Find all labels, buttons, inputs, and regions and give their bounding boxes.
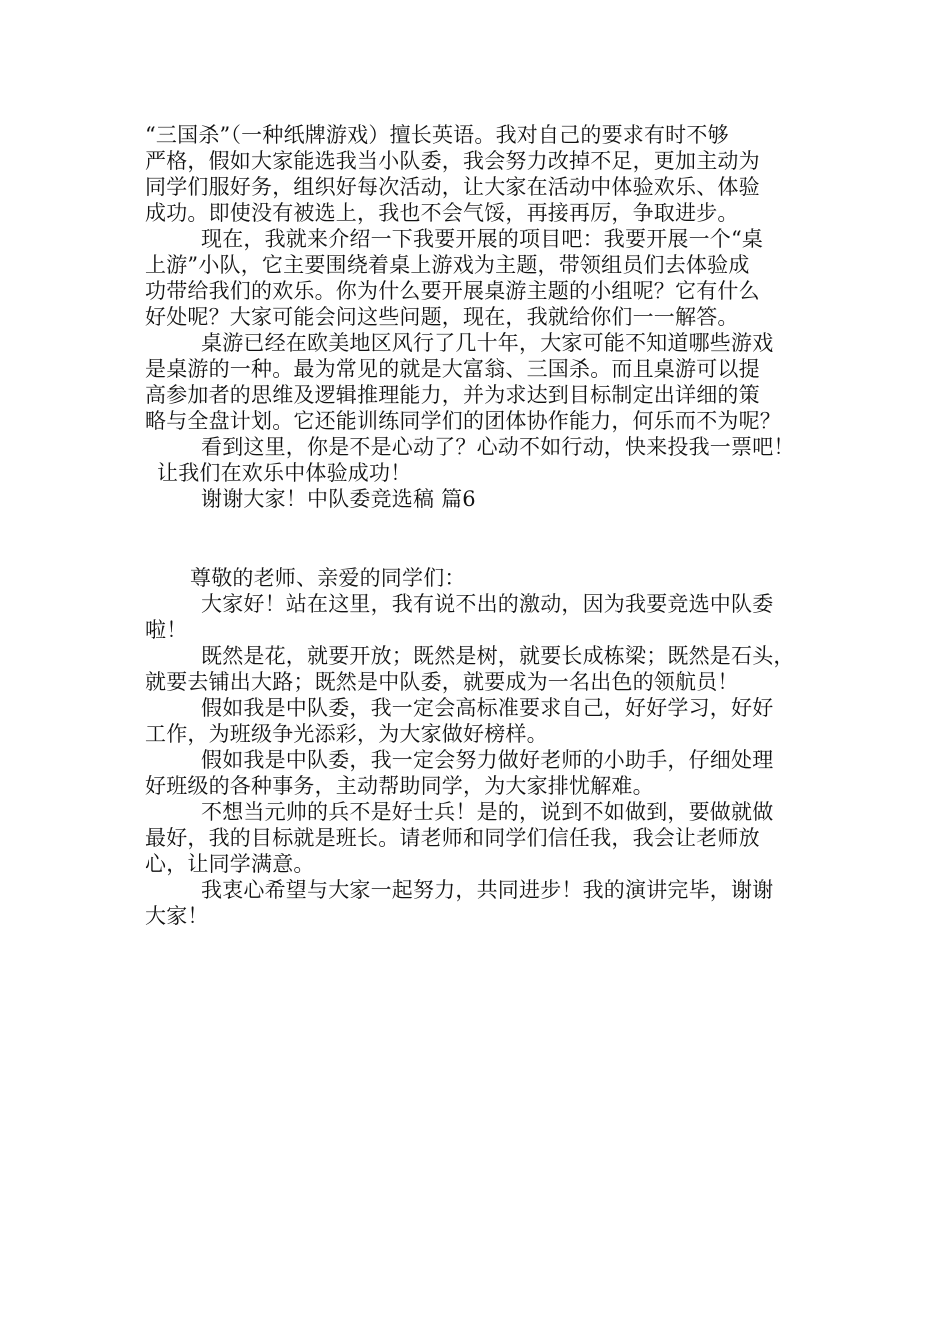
text-line: 成功。即使没有被选上，我也不会气馁，再接再厉，争取进步。	[145, 201, 739, 225]
text-line: 我衷心希望与大家一起努力，共同进步！我的演讲完毕，谢谢	[201, 878, 774, 902]
text-line: 啦！	[145, 618, 188, 642]
text-line: 大家！	[145, 904, 209, 928]
text-line: 是桌游的一种。最为常见的就是大富翁、三国杀。而且桌游可以提	[145, 357, 760, 381]
text-line: 略与全盘计划。它还能训练同学们的团体协作能力，何乐而不为呢？	[145, 409, 781, 433]
text-line: 让我们在欢乐中体验成功！	[157, 461, 412, 485]
text-line: 高参加者的思维及逻辑推理能力，并为求达到目标制定出详细的策	[145, 383, 760, 407]
text-line: 最好，我的目标就是班长。请老师和同学们信任我，我会让老师放	[145, 826, 760, 850]
text-line: 心，让同学满意。	[145, 852, 315, 876]
text-line: 看到这里，你是不是心动了？心动不如行动，快来投我一票吧！	[201, 435, 795, 459]
text-line: 就要去铺出大路；既然是中队委，就要成为一名出色的领航员！	[145, 670, 739, 694]
salutation: 尊敬的老师、亲爱的同学们：	[190, 566, 466, 590]
text-line: 好班级的各种事务，主动帮助同学，为大家排忧解难。	[145, 774, 654, 798]
text-line: 既然是花，就要开放；既然是树，就要长成栋梁；既然是石头，	[201, 644, 795, 668]
text-line: 上游”小队，它主要围绕着桌上游戏为主题，带领组员们去体验成	[145, 253, 750, 277]
text-line: 大家好！站在这里，我有说不出的激动，因为我要竞选中队委	[201, 592, 774, 616]
text-line: 严格，假如大家能选我当小队委，我会努力改掉不足，更加主动为	[145, 149, 760, 173]
text-line: 假如我是中队委，我一定会努力做好老师的小助手，仔细处理	[201, 748, 774, 772]
text-line: 功带给我们的欢乐。你为什么要开展桌游主题的小组呢？它有什么	[145, 279, 760, 303]
text-line: 现在，我就来介绍一下我要开展的项目吧：我要开展一个“桌	[201, 227, 764, 251]
text-line: 假如我是中队委，我一定会高标准要求自己，好好学习，好好	[201, 696, 774, 720]
section-heading: 谢谢大家！中队委竞选稿 篇6	[201, 487, 476, 511]
text-line: “三国杀”（一种纸牌游戏）擅长英语。我对自己的要求有时不够	[145, 123, 729, 147]
text-line: 同学们服好务，组织好每次活动，让大家在活动中体验欢乐、体验	[145, 175, 760, 199]
text-line: 好处呢？大家可能会问这些问题，现在，我就给你们一一解答。	[145, 305, 739, 329]
text-line: 不想当元帅的兵不是好士兵！是的，说到不如做到，要做就做	[201, 800, 774, 824]
text-line: 工作，为班级争光添彩，为大家做好榜样。	[145, 722, 548, 746]
text-line: 桌游已经在欧美地区风行了几十年，大家可能不知道哪些游戏	[201, 331, 774, 355]
